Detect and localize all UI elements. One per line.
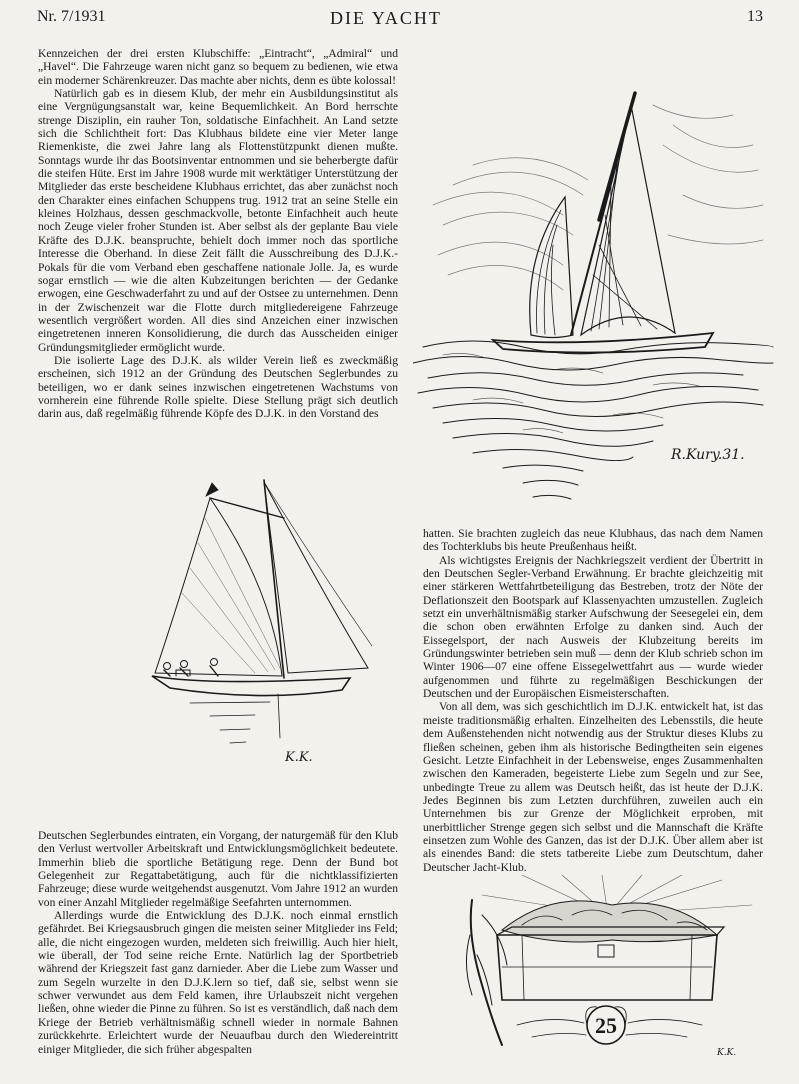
- text-column-bottom-left: [38, 829, 398, 1056]
- paragraph: hatten. Sie brachten zugleich das neue Klubhaus, das nach dem Namen des Tochterklubs bis heute Preußenhaus heißt.: [423, 527, 763, 554]
- anniversary-number: 25: [595, 1013, 617, 1038]
- sailboat-on-waves-sketch-icon: [413, 85, 778, 505]
- paragraph: Allerdings wurde die Entwicklung des D.J.K. noch einmal ernstlich gefährdet. Bei Kriegsausbruch gingen die meisten seiner Mitglieder ins Feld; alle, die nicht eingezogen wurden, meldeten sich freiwillig. Auch hier hielt, wie überall, der Tod seine reiche Ernte. Natürlich lag der Sportbetrieb während der Kriegszeit fast ganz darnieder. Aber die Liebe zum Wasser und zum Segeln wurzelte in den D.J.K.lern so tief, daß sie, selbst wenn sie schwer verwundet aus dem Feld kamen, ihre Urlaubszeit nicht vergehen ließen, ohne wieder die Pinne zu führen. So ist es verständlich, daß nach dem Kriege der Betrieb verhältnismäßig schnell wieder in normale Bahnen zurückkehrte. Erleichtert wurde der Neuaufbau durch den Wiedereintritt einiger Mitglieder, die sich früher abgespalten: [38, 909, 398, 1056]
- journal-title: DIE YACHT: [330, 8, 442, 28]
- figure-signature: K.K.: [717, 1048, 737, 1058]
- paragraph: Als wichtigstes Ereignis der Nachkriegszeit verdient der Übertritt in den Deutschen Segler-Verband Erwähnung. Er brachte gleichzeitig mit einer stärkeren Wettfahrtbeteiligung das Bestreben, trotz der Nöte der Deflationszeit den Bootspark auf Klassenyachten umzustellen. Zugleich setzt ein unverhältnismäßig starker Aufschwung der Seesegelei ein, dem die schon oben erwähnten Erfolge zu danken sind. Auch der Eissegelsport, der nach Ausweis der Klubzeitung bereits im Gründungswinter betrieben sein muß — denn der Klub schrieb schon im Winter 1906—07 eine offene Eissegelwettfahrt aus — wurde wieder aufgenommen und führte zu regelmäßigen Beschickungen der Deutschen und der Europäischen Eismeisterschaften.: [423, 553, 763, 701]
- paragraph: Von all dem, was sich geschichtlich im D.J.K. entwickelt hat, ist das meiste traditionsmäßig erhalten. Einzelheiten des Lebensstils, die heute dem Außenstehenden nicht notwendig aus der Struktur dieses Klubs zu fließen scheinen, geben ihm als historische Bedingtheiten sein eigenes Gesicht. Letzte Einfachheit in der Lebensweise, enges Zusammenhalten zwischen den Kameraden, begeisterte Liebe zum Segeln und zur See, unbedingte Treue zu allem was Deutsch heißt, das ist heute der D.J.K. Jedes Beginnen bis zum Letzten durchführen, zuweilen auch ein Unternehmen bis zur Grenze der Möglichkeit erproben, mit unerbittlicher Strenge gegen sich selbst und die Mannschaft die Kräfte einsetzen zum Wohle des Ganzen, das ist der D.J.K. Über allem aber ist als einendes Band: die stets tatbereite Liebe zum Deutschtum, daher Deutscher Jacht-Klub.: [423, 700, 763, 874]
- sailing-yacht-sketch-icon: [150, 478, 372, 788]
- paragraph: Natürlich gab es in diesem Klub, der mehr ein Ausbildungsinstitut als eine Vergnügungsanstalt war, keine Bequemlichkeit. An Bord herrschte strenge Disziplin, ein rauher Ton, soldatische Einfachheit. An Land setzte sich die Schlichtheit fort: Das Klubhaus bildete eine vier Meter lange Riemenkiste, die zwei Jahre lang als Flottenstützpunkt dienen mußte. Sonntags wurde ihr das Bootsinventar entnommen und sie beherbergte dafür die steifen Hüte. Erst im Jahre 1908 wurde mit werktätiger Unterstützung der Mitglieder das erste bescheidene Klubhaus errichtet, das aber zunächst noch den Charakter eines einfachen Schuppens trug. 1912 trat an seine Stelle ein kleines Holzhaus, dessen geschmackvolle, betonte Einfachheit auch heute noch Zeuge vieler froher Stunden ist. Aber selbst als der geplante Bau viele Kräfte des D.J.K. beanspruchte, behielt doch immer noch das sportliche Interesse die Oberhand. In diese Zeit fällt die Ausschreibung des D.J.K.-Pokals für die vom Verband eben geschaffene nationale Jolle. Ja, es wurde sogar ernstlich — wie die alten Kubzeitungen berichten — der Gedanke erwogen, eine Geschwaderfahrt zu und auf der Ostsee zu unternehmen. Denn in der Zwischenzeit war die Flotte durch mitgliedereigene Fahrzeuge wesentlich vergrößert worden. All dies sind Anzeichen einer inzwischen eingetretenen inneren Konsolidierung, die durch das Ausscheiden einiger Gründungsmitglieder ermöglicht wurde.: [38, 87, 398, 354]
- text-column-top-left: [38, 47, 398, 421]
- paragraph: Die isolierte Lage des D.J.K. als wilder Verein ließ es zweckmäßig erscheinen, sich 1912 an der Gründung des Deutschen Seglerbundes zu beteiligen, wo er dank seines inzwischen eingetretenen Wachstums von vornherein eine führende Rolle spielte. Diese Stellung prägt sich deutlich darin aus, daß regelmäßig führende Köpfe des D.J.K. in den Vorstand des: [38, 353, 398, 421]
- paragraph: Kennzeichen der drei ersten Klubschiffe: „Eintracht“, „Admiral“ und „Havel“. Die Fahrzeuge waren nicht ganz so bequem zu bedienen, wie etwa ein moderner Schärenkreuzer. Das machte aber nichts, denn es übte kolossal!: [38, 47, 398, 87]
- text-column-right: [423, 527, 763, 874]
- page-number: 13: [747, 8, 763, 25]
- issue-number: Nr. 7/1931: [37, 8, 106, 25]
- paragraph: Deutschen Seglerbundes eintraten, ein Vorgang, der naturgemäß für den Klub den Verlust wertvoller Arbeitskraft und Entwicklungsmöglichkeit bedeutete. Immerhin blieb die sportliche Betätigung rege. Denn der Bund bot Gelegenheit zur Regattabetätigung, auch für die nichtklassifizierten Fahrzeuge; diese wurde weitgehendst ausgenutzt. Vom Jahre 1912 an wurden von einer Anzahl Mitglieder regelmäßige Seefahrten unternommen.: [38, 829, 398, 909]
- figure-signature: K.K.: [285, 750, 313, 765]
- anniversary-chest-sketch-icon: [462, 875, 754, 1065]
- figure-signature: R.Kury.31.: [671, 447, 745, 463]
